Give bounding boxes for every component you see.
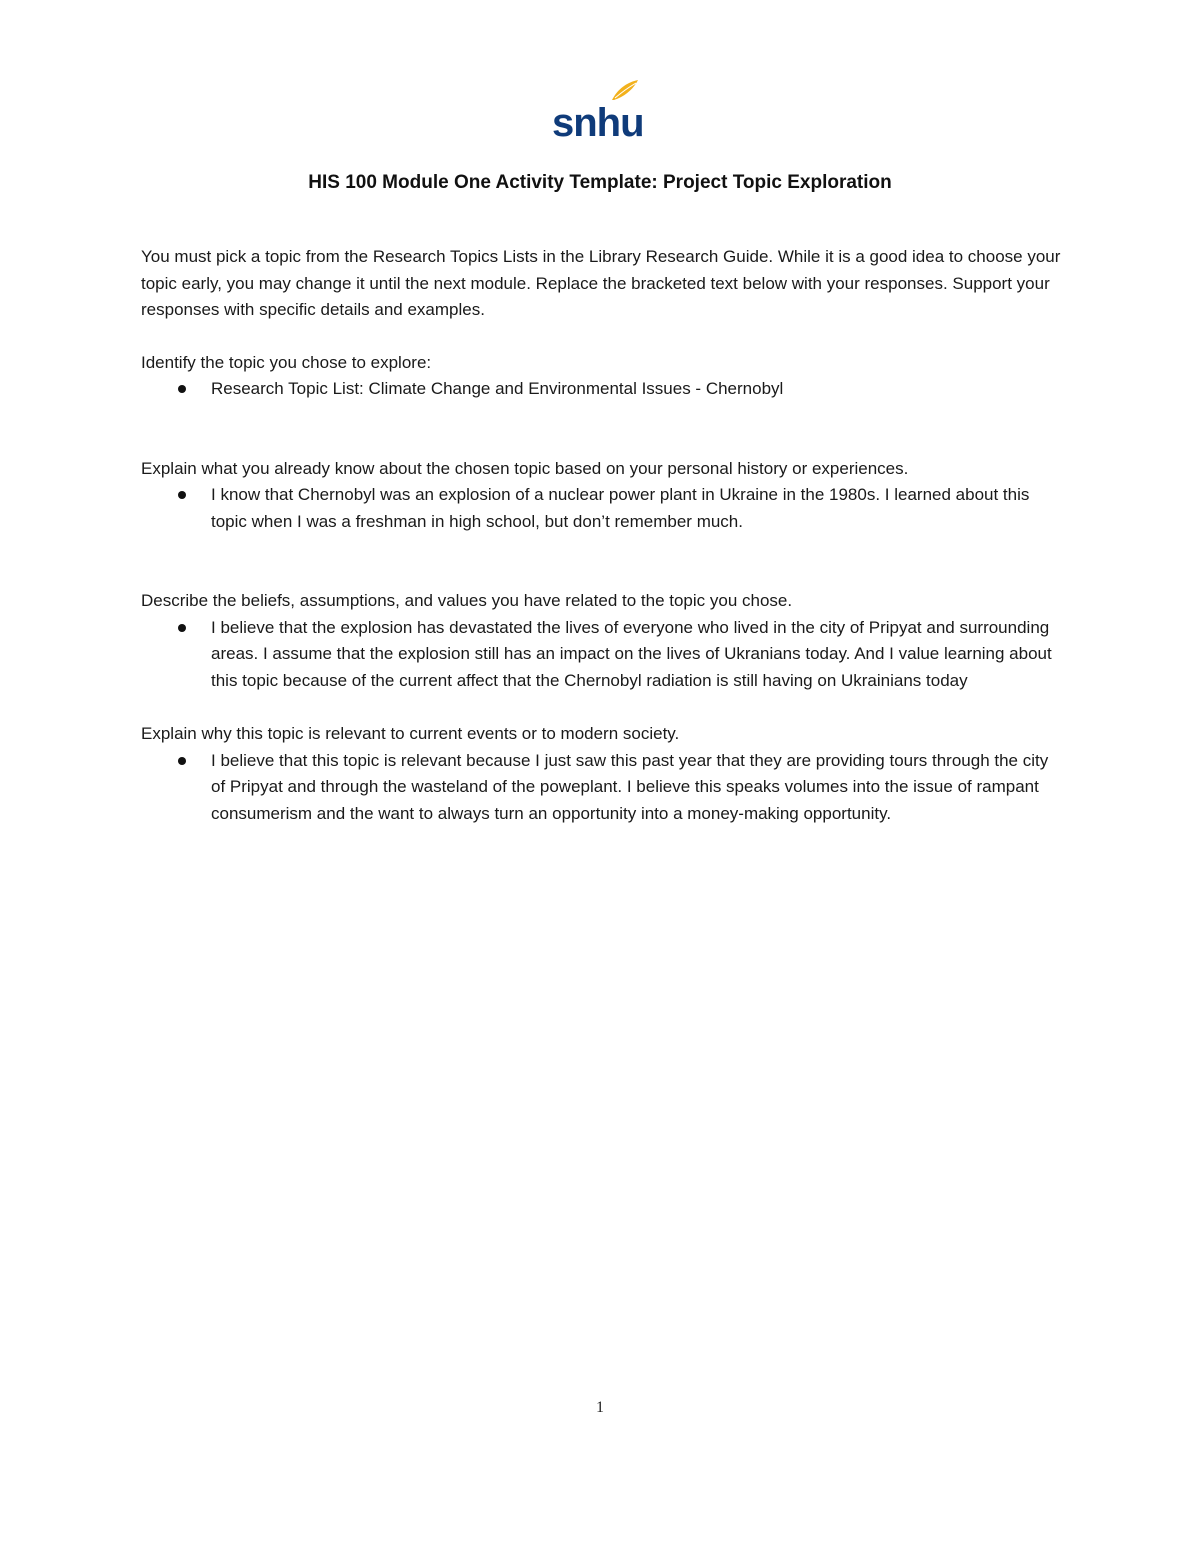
bullet-icon <box>178 757 186 765</box>
section-answer <box>211 376 1061 403</box>
section-topic <box>141 350 1061 403</box>
logo-wordmark: snhu <box>552 101 644 140</box>
answer-text: I know that Chernobyl was an explosion of a nuclear power plant in Ukraine in the 1980s. I learned about this topic when I was a freshman in high school, but don’t remember much. <box>211 485 1030 531</box>
section-prior-knowledge <box>141 456 1061 536</box>
answer-text: I believe that this topic is relevant because I just saw this past year that they are providing tours through the city of Pripyat and through the wasteland of the poweplant. I believe this speaks volumes into the issue of rampant consumerism and the want to always turn an opportunity into a money-making opportunity. <box>211 750 1049 823</box>
bullet-icon <box>178 491 186 499</box>
answer-text: Research Topic List: Climate Change and Environmental Issues - Chernobyl <box>211 379 784 398</box>
answer-text: I believe that the explosion has devastated the lives of everyone who lived in the city of Pripyat and surrounding areas. I assume that the explosion still has an impact on the lives of Ukranians today. And I value learning about this topic because of the current affect that the Chernobyl radiation is still having on Ukrainians today <box>211 617 1052 690</box>
section-prompt: Explain what you already know about the chosen topic based on your personal history or experiences. <box>141 458 909 478</box>
section-answer <box>211 482 1061 535</box>
section-answer <box>211 615 1061 695</box>
section-beliefs <box>141 588 1061 694</box>
section-prompt: Explain why this topic is relevant to current events or to modern society. <box>141 724 680 743</box>
document-title: HIS 100 Module One Activity Template: Project Topic Exploration <box>308 172 892 193</box>
section-relevance <box>141 721 1061 827</box>
bullet-icon <box>178 624 186 632</box>
page-number: 1 <box>596 1399 604 1416</box>
snhu-logo <box>552 78 644 140</box>
section-answer <box>211 748 1061 828</box>
bullet-icon <box>178 385 186 393</box>
instructions-paragraph: You must pick a topic from the Research Topics Lists in the Library Research Guide. While it is a good idea to choose your topic early, you may change it until the next module. Replace the bracketed text below with your responses. Support your responses with specific details and examples. <box>141 247 1061 319</box>
section-prompt: Describe the beliefs, assumptions, and values you have related to the topic you chose. <box>141 591 793 610</box>
document-body <box>141 244 1061 827</box>
section-prompt: Identify the topic you chose to explore: <box>141 352 432 372</box>
